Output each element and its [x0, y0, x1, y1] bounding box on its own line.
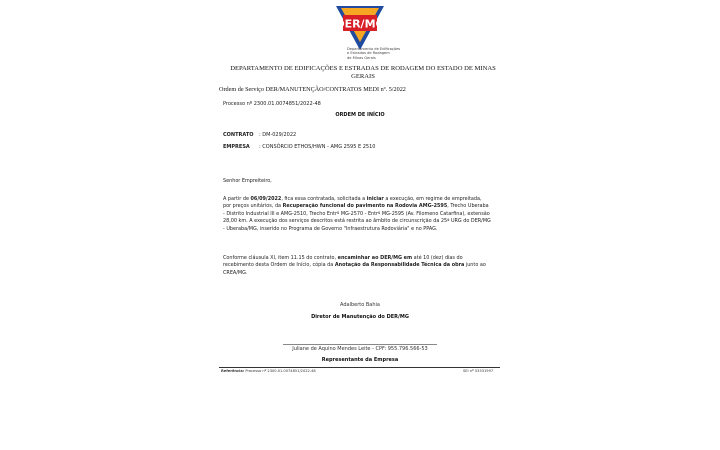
logo-subtitle: Departamento de Edificações e Estradas de Rodagem de Minas Gerais — [347, 47, 401, 60]
department-name: DEPARTAMENTO DE EDIFICAÇÕES E ESTRADAS DE RODAGEM DO ESTADO DE MINAS GERAIS — [230, 65, 496, 80]
signature-role-director: Diretor de Manutenção do DER/MG — [311, 314, 409, 320]
process-number: Processo nº 2300.01.0074851/2022-48 — [223, 101, 321, 107]
signature-role-representative: Representante da Empresa — [321, 357, 399, 363]
signature-name-representative: Juliane de Aquino Mendes Leite - CPF: 955.796.566-53 — [292, 346, 428, 352]
company-field — [223, 144, 375, 150]
company-value: CONSÓRCIO ETHOS/HWN - AMG 2595 E 2510 — [262, 144, 376, 150]
contract-label: CONTRATO — [223, 132, 254, 138]
footer-sei-number: SEI nº 53531997 — [463, 369, 494, 373]
footer-reference: Referência: Processo nº 2300.01.0074851/2022-48 — [221, 369, 316, 373]
service-order-line: Ordem de Serviço DER/MANUTENÇÃO/CONTRATOS MEDI nº. 5/2022 — [219, 86, 406, 93]
contract-separator: : — [259, 132, 261, 138]
salutation: Senhor Empreiteiro, — [223, 178, 272, 184]
signature-name-director: Adalberto Bahia — [340, 302, 380, 308]
signature-line — [283, 344, 437, 345]
start-date: 06/09/2022 — [250, 196, 282, 202]
contract-value: DM-029/2022 — [262, 132, 297, 138]
start-paragraph: A partir de 06/09/2022, fica essa contratada, solicitada a iniciar a execução, em regime de empreitada, por preços unitários, da Recuperação funcional do pavimento na Rodovia AMG-2595, Trecho Uberaba - Distrito Industrial III e AMG-2510, Trecho Entrº MG-2570 - Entrº MG-2595 (Av. Filomeno Catarfina), extensão 28,00 km. A execução dos serviços descritos está restrita ao âmbito de circunscrição da 25ª URG do DER/MG - Uberaba/MG, inserido no Programa de Governo "Infraestrutura Rodoviária" e no PPAG. — [223, 196, 491, 232]
contract-field — [223, 132, 296, 138]
document-title: ORDEM DE INÍCIO — [335, 112, 385, 118]
footer-divider — [219, 367, 500, 368]
company-label: EMPRESA — [223, 144, 250, 150]
art-paragraph: Conforme cláusula XI, item 11.15 do contrato, encaminhar ao DER/MG em até 10 (dez) dias do recebimento desta Ordem de Início, cópia da Anotação da Responsabilidade Técnica da obra junto ao CREA/MG. — [223, 255, 486, 276]
der-mg-logo — [334, 4, 386, 52]
company-separator: : — [259, 144, 261, 150]
logo-text: DER/MG — [335, 17, 385, 31]
